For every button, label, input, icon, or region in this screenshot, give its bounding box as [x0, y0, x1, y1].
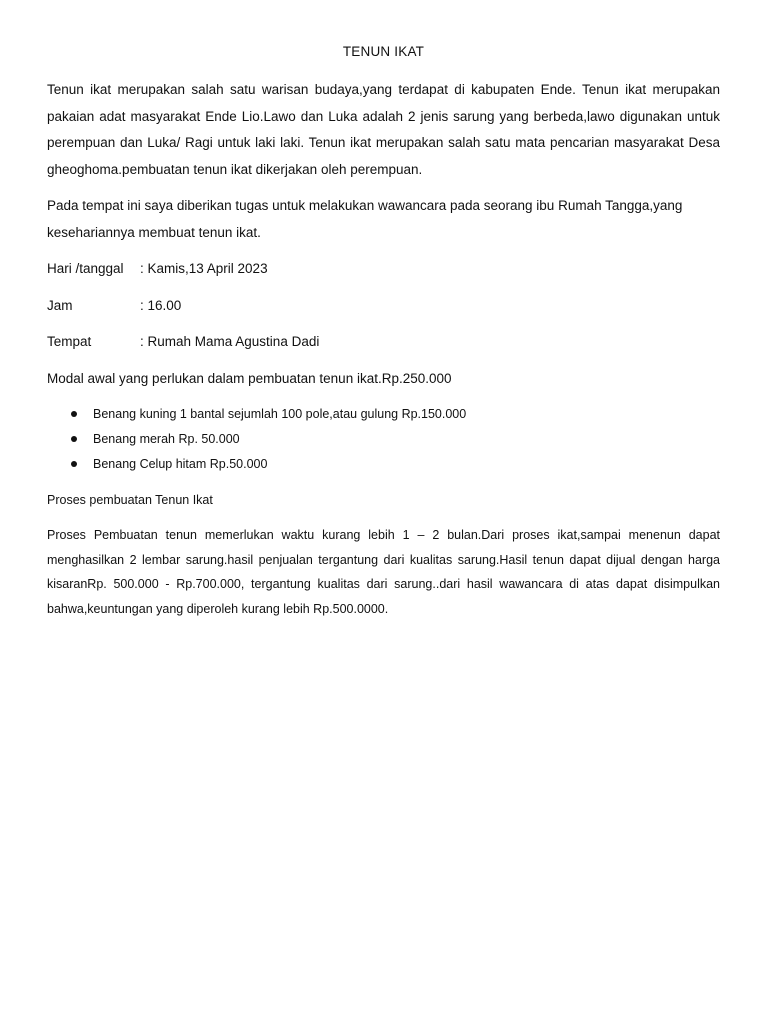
info-label-place: Tempat — [47, 334, 92, 349]
info-row-date — [47, 256, 720, 283]
list-item — [47, 452, 720, 477]
process-paragraph: Proses Pembuatan tenun memerlukan waktu kurang lebih 1 – 2 bulan.Dari proses ikat,sampai menenun dapat menghasilkan 2 lembar sarung.hasil penjualan tergantung dari kualitas sarung.Hasil tenun dapat dijual dengan harga kisaranRp. 500.000 - Rp.700.000, tergantung kualitas dari sarung..dari hasil wawancara di atas dapat disimpulkan bahwa,keuntungan yang diperoleh kurang lebih Rp.500.0000. — [47, 528, 720, 616]
info-label-date: Hari /tanggal — [47, 261, 124, 276]
info-label-time: Jam — [47, 297, 73, 313]
process-heading: Proses pembuatan Tenun Ikat — [47, 493, 213, 507]
list-item — [47, 402, 720, 427]
info-row-time — [47, 293, 720, 320]
capital-paragraph: Modal awal yang perlukan dalam pembuatan tenun ikat.Rp.250.000 — [47, 370, 452, 386]
info-value-place: : Rumah Mama Agustina Dadi — [140, 334, 320, 349]
material-text: Benang Celup hitam Rp.50.000 — [93, 457, 268, 471]
bullet-icon — [71, 411, 77, 417]
material-text: Benang merah Rp. 50.000 — [93, 432, 240, 446]
info-row-place — [47, 329, 720, 356]
document-page — [47, 40, 720, 621]
intro-paragraph: Tenun ikat merupakan salah satu warisan budaya,yang terdapat di kabupaten Ende. Tenun ikat merupakan pakaian adat masyarakat Ende Lio.Lawo dan Luka adalah 2 jenis sarung yang berbeda,lawo digunakan untuk perempuan dan Luka/ Ragi untuk laki laki. Tenun ikat merupakan salah satu mata pencarian masyarakat Desa gheoghoma.pembuatan tenun ikat dikerjakan oleh perempuan. — [47, 82, 720, 177]
bullet-icon — [71, 436, 77, 442]
list-item — [47, 427, 720, 452]
bullet-icon — [71, 461, 77, 467]
info-value-date: : Kamis,13 April 2023 — [140, 261, 268, 276]
material-text: Benang kuning 1 bantal sejumlah 100 pole,atau gulung Rp.150.000 — [93, 407, 467, 421]
assignment-paragraph: Pada tempat ini saya diberikan tugas untuk melakukan wawancara pada seorang ibu Rumah Tangga,yang kesehariannya membuat tenun ikat. — [47, 198, 683, 240]
info-value-time: : 16.00 — [140, 297, 182, 313]
document-title: TENUN IKAT — [342, 44, 425, 59]
materials-list — [47, 402, 720, 477]
